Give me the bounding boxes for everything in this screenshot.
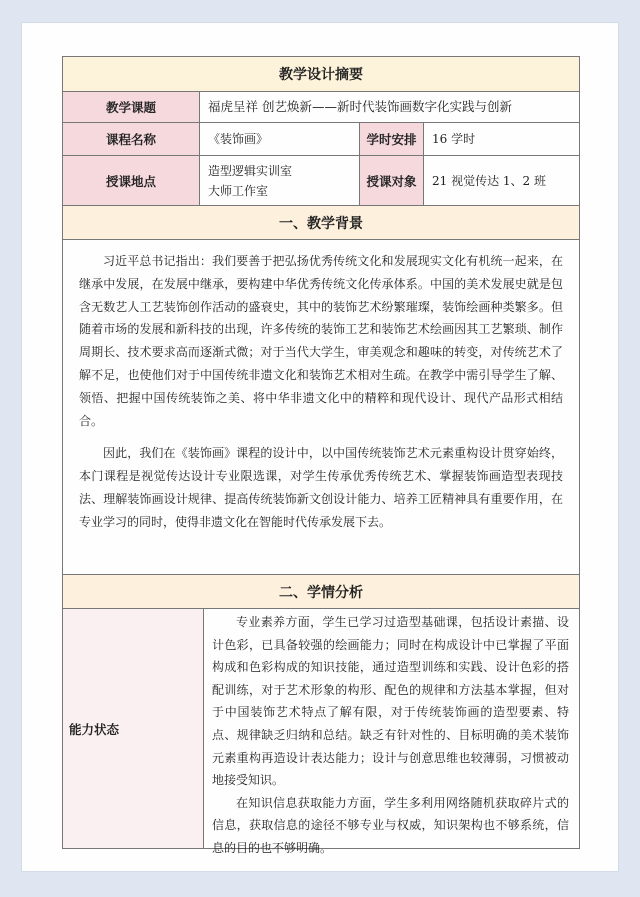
target-value: 21 视觉传达 1、2 班 xyxy=(423,156,579,205)
document-page xyxy=(22,23,618,871)
ability-label: 能力状态 xyxy=(63,609,203,848)
place-label: 授课地点 xyxy=(63,156,199,205)
topic-label: 教学课题 xyxy=(63,92,199,122)
ability-row xyxy=(63,608,579,855)
background-body xyxy=(63,240,579,574)
course-label: 课程名称 xyxy=(63,123,199,155)
teaching-design-table xyxy=(62,56,580,855)
place-value-2: 大师工作室 xyxy=(208,183,269,198)
target-label: 授课对象 xyxy=(359,156,423,205)
hours-value: 16 学时 xyxy=(423,123,579,155)
background-heading-row xyxy=(63,205,579,239)
ability-paragraph-2: 在知识信息获取能力方面，学生多利用网络随机获取碎片式的信息，获取信息的途径不够专业与权威，知识架构也不够系统，信息的目的也不够明确。 xyxy=(212,795,569,855)
analysis-heading-row xyxy=(63,574,579,608)
hours-label: 学时安排 xyxy=(359,123,423,155)
place-value xyxy=(199,156,359,205)
background-body-row xyxy=(63,239,579,574)
background-paragraph-2: 因此，我们在《装饰画》课程的设计中，以中国传统装饰艺术元素重构设计贯穿始终，本门课程是视觉传达设计专业限选课，对学生传承优秀传统艺术、掌握装饰画造型表现技法、理解装饰画设计规律、提高传统装饰新文创设计能力、培养工匠精神具有重要作用，在专业学习的同时，使得非遗文化在智能时代传承发展下去。 xyxy=(79,446,563,529)
summary-title: 教学设计摘要 xyxy=(63,57,579,91)
place-value-1: 造型逻辑实训室 xyxy=(208,163,293,178)
ability-value xyxy=(203,609,579,855)
background-heading: 一、教学背景 xyxy=(63,206,579,239)
topic-value: 福虎呈祥 创艺焕新——新时代装饰画数字化实践与创新 xyxy=(199,92,579,122)
summary-header-row xyxy=(63,57,579,91)
place-row xyxy=(63,155,579,205)
course-value: 《装饰画》 xyxy=(199,123,359,155)
course-row xyxy=(63,122,579,155)
topic-row xyxy=(63,91,579,122)
background-paragraph-1: 习近平总书记指出：我们要善于把弘扬优秀传统文化和发展现实文化有机统一起来，在继承中发展，在发展中继承，要构建中华优秀传统文化传承体系。中国的美术发展史就是包含无数艺人工艺装饰创作活动的盛衰史，其中的装饰艺术纷繁璀璨，装饰绘画种类繁多。但随着市场的发展和新科技的出现，许多传统的装饰工艺和装饰艺术绘画因其工艺繁琐、制作周期长、技术要求高而逐渐式微；对于当代大学生，审美观念和趣味的转变，对传统艺术了解不足，也使他们对于中国传统非遗文化和装饰艺术相对生疏。在教学中需引导学生了解、领悟、把握中国传统装饰之美、将中华非遗文化中的精粹和现代设计、现代产品形式相结合。 xyxy=(79,254,563,428)
ability-paragraph-1: 专业素养方面，学生已学习过造型基础课，包括设计素描、设计色彩，已具备较强的绘画能力；同时在构成设计中已掌握了平面构成和色彩构成的知识技能，通过造型训练和实践、设计色彩的搭配训练，对于艺术形象的构形、配色的规律和方法基本掌握，但对于中国装饰艺术特点了解有限，对于传统装饰画的造型要素、特点、规律缺乏归纳和总结。缺乏有针对性的、目标明确的美术装饰元素重构再造设计表达能力；设计与创意思维也较薄弱，习惯被动地接受知识。 xyxy=(212,615,569,788)
analysis-heading: 二、学情分析 xyxy=(63,575,579,608)
